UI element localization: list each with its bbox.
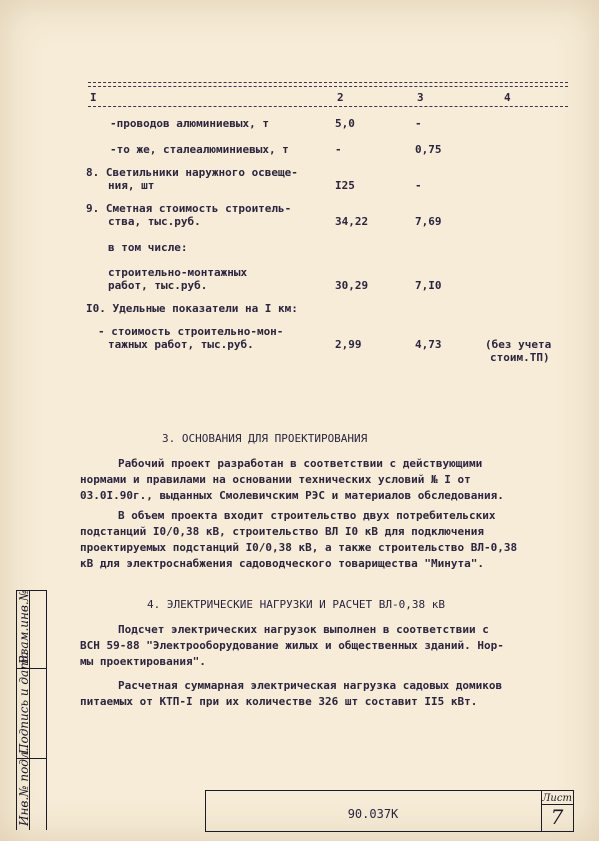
- table-top-rule: [88, 82, 568, 83]
- row-label-line1: строительно-монтажных: [108, 266, 248, 279]
- row-value-col2: -: [335, 143, 342, 156]
- row-label-line2: ства, тыс.руб.: [108, 215, 201, 228]
- row-value-col2: 30,29: [335, 279, 369, 292]
- row-label: I0. Удельные показатели на I км:: [86, 302, 298, 315]
- row-label: в том числе:: [108, 241, 188, 254]
- section-4-paragraph-2-line-2: питаемых от КТП-I при их количестве 326 шт составит II5 кВт.: [80, 695, 478, 708]
- row-label-line1: 8. Светильники наружного освеще-: [86, 166, 298, 179]
- row-label: -то же, сталеалюминиевых, т: [110, 143, 289, 156]
- row-label-line1: - стоимость строительно-мон-: [98, 325, 284, 338]
- section-4-paragraph-1-line-1: Подсчет электрических нагрузок выполнен в соответствии с: [118, 623, 489, 636]
- header-bottom-rule: [88, 106, 568, 107]
- sidebar-right-border: [46, 590, 47, 830]
- row-note-line2: стоим.ТП): [490, 351, 550, 364]
- row-value-col3: 0,75: [415, 143, 442, 156]
- sidebar-label-inv-original: Инв.№ подл.: [17, 747, 31, 826]
- row-value-col3: -: [415, 117, 422, 130]
- row-value-col3: -: [415, 179, 422, 192]
- section-3-paragraph-2-line-2: подстанций I0/0,38 кВ, строительство ВЛ I0 кВ для подключения: [80, 525, 484, 538]
- header-col-3: 3: [417, 91, 424, 104]
- section-4-paragraph-1-line-2: ВСН 59-88 "Электрооборудование жилых и общественных зданий. Нор-: [80, 639, 504, 652]
- sheet-label: Лист: [542, 793, 572, 804]
- row-label-line2: ния, шт: [108, 179, 155, 192]
- section-3-title: 3. ОСНОВАНИЯ ДЛЯ ПРОЕКТИРОВАНИЯ: [162, 432, 368, 445]
- row-label-line2: тажных работ, тыс.руб.: [108, 338, 254, 351]
- sidebar-label-replace-inv: Взам.инв.№: [17, 589, 31, 664]
- section-4-title: 4. ЭЛЕКТРИЧЕСКИЕ НАГРУЗКИ И РАСЧЕТ ВЛ-0,38 кВ: [147, 598, 446, 611]
- row-label-line1: 9. Сметная стоимость строитель-: [86, 202, 292, 215]
- section-3-paragraph-2-line-3: проектируемых подстанций I0/0,38 кВ, а также строительство ВЛ-0,38: [80, 541, 518, 554]
- section-4-paragraph-1-line-3: мы проектирования".: [80, 655, 206, 668]
- row-value-col3: 4,73: [415, 338, 442, 351]
- row-value-col3: 7,69: [415, 215, 442, 228]
- header-col-1: I: [90, 91, 97, 104]
- row-value-col2: I25: [335, 179, 355, 192]
- table-top-rule-2: [88, 86, 568, 87]
- section-3-paragraph-2-line-1: В объем проекта входит строительство двух потребительских: [118, 509, 496, 522]
- row-note-line1: (без учета: [485, 338, 552, 351]
- section-4-paragraph-2-line-1: Расчетная суммарная электрическая нагрузка садовых домиков: [118, 679, 503, 692]
- section-3-paragraph-1-line-1: Рабочий проект разработан в соответствии с действующими: [118, 457, 483, 470]
- header-col-2: 2: [337, 91, 344, 104]
- section-3-paragraph-1-line-2: нормами и правилами на основании технических условий № I от: [80, 473, 471, 486]
- row-value-col2: 34,22: [335, 215, 369, 228]
- row-value-col2: 5,0: [335, 117, 355, 130]
- section-3-paragraph-2-line-4: кВ для электроснабжения садоводческого товарищества "Минута".: [80, 557, 484, 570]
- row-label-line2: работ, тыс.руб.: [108, 279, 208, 292]
- row-label: -проводов алюминиевых, т: [110, 117, 269, 130]
- sidebar-label-signature-date: Подпись и дата: [17, 651, 31, 754]
- sheet-number: 7: [550, 805, 564, 829]
- section-3-paragraph-1-line-3: 03.0I.90г., выданных Смолевичским РЭС и материалов обследования.: [80, 489, 504, 502]
- row-value-col3: 7,I0: [415, 279, 442, 292]
- document-code: 90.037К: [347, 807, 399, 821]
- row-value-col2: 2,99: [335, 338, 362, 351]
- header-col-4: 4: [504, 91, 511, 104]
